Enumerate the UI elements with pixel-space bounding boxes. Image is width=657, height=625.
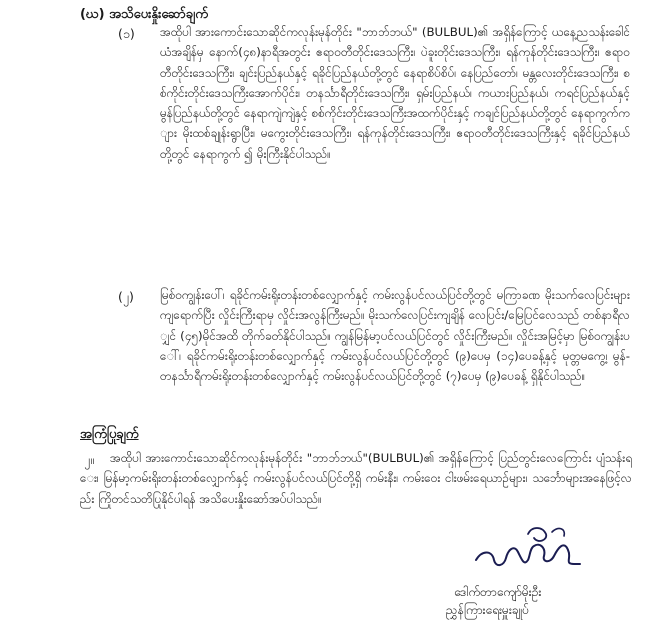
item-1-text: အထိုပါ အားကောင်းသောဆိုင်ကလုန်းမုန်တိုင်း "ဘာဘ်ဘယ်" (BULBUL)၏ အရှိန်ကြောင့် ယနေ့ညသန်းခေါင်ယံအချိန်မှ နောက်(၄၈)နာရီအတွင်း ဧရာဝတီတိုင်းဒေသကြီး၊ ပဲခူးတိုင်းဒေသကြီး၊ ရန်ကုန်တိုင်းဒေသကြီး၊ ဧရာဝတီတိုင်းဒေသကြီး၊ ချင်းပြည်နယ်နှင့် ရခိုင်ပြည်နယ်တို့တွင် နေရာစိပ်စိပ်၊ နေပြည်တော်၊ မန္တလေးတိုင်းဒေသကြီး၊ စစ်ကိုင်းတိုင်းဒေသကြီးအောက်ပိုင်း၊ တနင်္သာရီတိုင်းဒေသကြီး၊ ရှမ်းပြည်နယ်၊ ကယားပြည်နယ်၊ ကရင်ပြည်နယ်နှင့် မွန်ပြည်နယ်တို့တွင် နေရာကျဲကျဲနှင့် စစ်ကိုင်းတိုင်းဒေသကြီးအထက်ပိုင်းနှင့် ကချင်ပြည်နယ်တို့တွင် နေရာကွက်ကျား မိုးထစ်ချုန်းရွာပြီး၊ မကွေးတိုင်းဒေသကြီး၊ ရန်ကုန်တိုင်းဒေသကြီး၊ ဧရာဝတီတိုင်းဒေသကြီးနှင့် ရခိုင်ပြည်နယ်တို့တွင် နေရာကွက် ၍ မိုးကြီးနိုင်ပါသည်။	[160, 25, 630, 161]
recommendation-heading: အကြံပြုချက်	[80, 427, 139, 442]
item-2-number: (၂)	[118, 289, 134, 304]
signature-block	[440, 518, 640, 618]
note-text: အထိုပါ အားကောင်းသောဆိုင်ကလုန်းမုန်တိုင်း "ဘာဘ်ဘယ်"(BULBUL)၏ အရှိန်ကြောင့် ပြည်တွင်းလေကြောင်း ပျံသန်းရေး၊ မြန်မာ့ကမ်းရိုးတန်းတစ်လျှောက်နှင့် ကမ်းလွန်ပင်လယ်ပြင်တို့ရှိ ကမ်းနီး၊ ကမ်းဝေး ငါးဖမ်းရေယာဉ်များ၊ သင်္ဘောများအနေဖြင့်လည်း ကြိုတင်သတိပြုနိုင်ပါရန် အသိပေးနှိုးဆော်အပ်ပါသည်။	[80, 451, 632, 506]
item-2-text: မြစ်ဝကျွန်းပေါ်၊ ရခိုင်ကမ်းရိုးတန်းတစ်လျှောက်နှင့် ကမ်းလွန်ပင်လယ်ပြင်တို့တွင် မကြာခဏ မိုးသက်လေပြင်းများကျရောက်ပြီး လှိုင်းကြီးရာမှ လှိုင်းအလွန်ကြီးမည်။ မိုးသက်လေပြင်းကျချိန် လေပြင်း/မြေပြင်လေသည် တစ်နာရီလျှင် (၄၅)မိုင်အထိ တိုက်ခတ်နိုင်ပါသည်။ ကျွန်မြန်မာ့ပင်လယ်ပြင်တွင် လှိုင်းကြီးမည်။ လှိုင်းအမြင့်မှာ မြစ်ဝကျွန်းပေါ်၊ ရခိုင်ကမ်းရိုးတန်းတစ်လျှောက်နှင့် ကမ်းလွန်ပင်လယ်ပြင်တို့တွင် (၉)ပေမှ (၁၄)ပေခန့်နှင့် မုတ္တမကွေ့၊ မွန်-တနင်္သာရီကမ်းရိုးတန်းတစ်လျှောက်နှင့် ကမ်းလွန်ပင်လယ်ပြင်တို့တွင် (၇)ပေမှ (၉)ပေခန့် ရှိနိုင်ပါသည်။	[160, 288, 630, 384]
item-1-number: (၁)	[118, 26, 135, 41]
signatory-title: ညွှန်ကြားရေးမှူးချုပ်	[446, 603, 530, 617]
section-heading: (ဃ) အသိပေးနှိုးဆော်ချက်	[80, 7, 208, 22]
signatory-name: ဒေါက်တာကျော်မိုးဦး	[454, 585, 542, 599]
handwritten-signature	[468, 520, 588, 580]
note-number: ၂။	[84, 452, 94, 467]
